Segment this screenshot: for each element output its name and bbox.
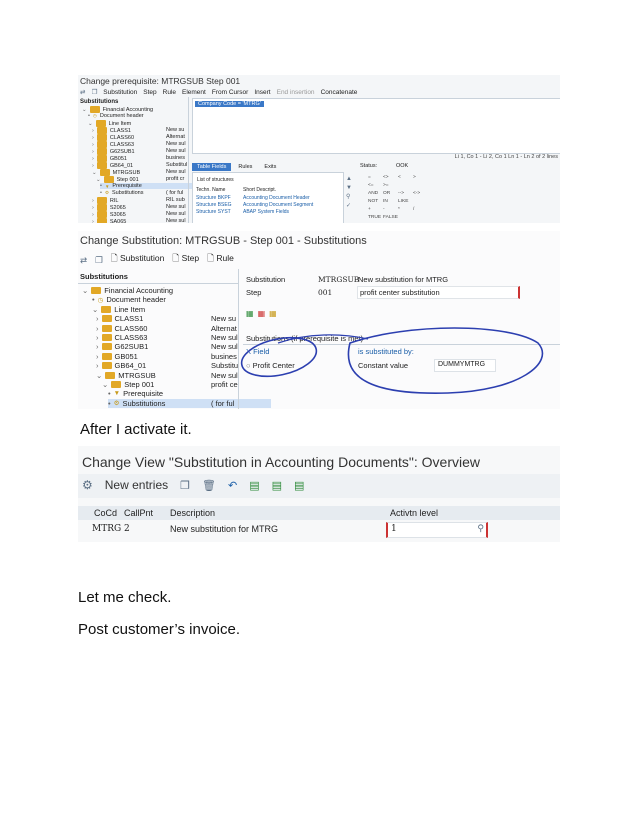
cell-callpnt: 2 (124, 524, 130, 534)
step-label: Step (246, 288, 262, 297)
cursor-position: Li 1, Co 1 - Li 2, Co 1 Ln 1 - Ln 2 of 2 lines (454, 154, 558, 160)
operator-button[interactable]: = (368, 175, 371, 180)
tree-item[interactable] (92, 155, 127, 162)
folder-icon (97, 162, 107, 169)
col-activtn-level: Activtn level (390, 508, 439, 518)
expand-caret-icon[interactable]: • (108, 389, 111, 399)
toolbar (80, 88, 357, 96)
expand-caret-icon[interactable]: • (92, 295, 95, 305)
expand-caret-icon[interactable]: ⌄ (82, 286, 89, 295)
expand-caret-icon[interactable]: › (92, 204, 94, 211)
tree-item-label: GB051 (114, 351, 138, 361)
window-title: Change Substitution: MTRGSUB - Step 001 - Substitutions (80, 235, 367, 247)
deselect-all-icon[interactable]: ▤ (294, 479, 305, 492)
expand-caret-icon[interactable]: › (96, 351, 99, 361)
tree-item-label: G62SUB1 (109, 148, 135, 155)
select-all-icon[interactable]: ▤ (249, 479, 260, 492)
tree-item-label: GB051 (109, 155, 127, 162)
expand-caret-icon[interactable]: › (92, 148, 94, 155)
tree-item-desc: Substitu (211, 361, 239, 371)
toggle-icon[interactable]: ⇄ (80, 254, 88, 265)
expand-caret-icon[interactable]: › (92, 155, 94, 162)
tabs (192, 163, 281, 171)
tree-item-label: CLASS1 (114, 314, 144, 324)
tree-item[interactable] (88, 120, 131, 127)
move-row-icon[interactable]: ▦ (269, 309, 277, 318)
substitution-desc: New substitution for MTRG (358, 275, 449, 284)
toolbar-step[interactable]: Step (143, 88, 157, 96)
cell-cocd: MTRG (92, 524, 122, 534)
operator-button[interactable]: <= (368, 183, 374, 188)
tree-item-label: CLASS60 (114, 323, 148, 333)
toolbar-concatenate[interactable]: Concatenate (320, 88, 358, 96)
operator-button[interactable]: TRUE (368, 215, 382, 220)
table-row[interactable] (78, 522, 560, 538)
expand-caret-icon[interactable]: ⌄ (92, 169, 97, 176)
tree-item-label: Document header (106, 295, 166, 305)
toolbar-substitution[interactable]: Substitution (103, 88, 138, 96)
tree-item-label: CLASS60 (109, 134, 134, 141)
tree-item-label: G62SUB1 (114, 342, 149, 352)
col-short-descript: Short Descript. (243, 187, 277, 193)
tree-header: Substitutions (80, 99, 119, 105)
expand-caret-icon[interactable]: ⌄ (102, 380, 109, 389)
undo-icon[interactable]: ↶ (227, 479, 238, 492)
expand-caret-icon[interactable]: • (108, 398, 111, 408)
expand-caret-icon[interactable]: › (92, 162, 94, 169)
operator-button[interactable]: >= (383, 183, 389, 188)
tree-item-label: Step 001 (116, 176, 139, 183)
tree-item-desc: Alternat (211, 323, 237, 333)
gear-icon: ⚙ (113, 400, 120, 408)
tree-header: Substitutions (80, 272, 128, 281)
filter-icon: ▼ (113, 390, 121, 398)
screenshot-prerequisite-editor (78, 75, 560, 223)
circle-annotation-substituted (348, 328, 542, 393)
x-icon: X (246, 347, 252, 356)
col-techn-name: Techn. Name (196, 187, 226, 193)
expand-caret-icon[interactable]: › (92, 141, 94, 148)
expand-caret-icon[interactable]: ⌄ (92, 304, 99, 314)
window-title: Change prerequisite: MTRGSUB Step 001 (80, 76, 241, 86)
section-title: Substitutions (if prerequisite is met) (246, 334, 364, 343)
copy-icon[interactable]: ❐ (95, 254, 103, 265)
tree-item[interactable] (92, 134, 134, 141)
folder-icon (97, 134, 107, 141)
expand-caret-icon[interactable]: › (92, 127, 94, 134)
toolbar-substitution-label: Substitution (119, 253, 165, 263)
expand-caret-icon[interactable]: › (96, 314, 99, 324)
cell-description: New substitution for MTRG (170, 524, 279, 534)
editor-line[interactable]: Company Code = 'MTRG' (195, 101, 264, 107)
tree-item-desc: New sul (166, 141, 186, 147)
tree-item[interactable] (92, 141, 134, 148)
document-icon: 🗋 (172, 253, 180, 263)
tree-item-label: Document header (99, 113, 144, 119)
folder-icon (97, 197, 107, 204)
toolbar-from-cursor[interactable]: From Cursor (211, 88, 249, 96)
expand-caret-icon[interactable]: › (96, 323, 99, 333)
delete-row-icon[interactable]: ▦ (257, 309, 266, 318)
col-description: Description (170, 508, 216, 518)
tree-item[interactable] (92, 169, 140, 176)
structure-desc: Accounting Document Header (243, 195, 310, 201)
folder-icon (96, 120, 106, 127)
structure-name[interactable]: Structure BSEG (196, 202, 232, 208)
operator-button[interactable]: IN (383, 199, 388, 204)
new-entries-button[interactable]: New entries (104, 478, 169, 492)
tree-item-desc: RIL sub (166, 197, 185, 203)
structure-name[interactable]: Structure BKPF (196, 195, 231, 201)
tree-item-label: Prerequisite (112, 183, 142, 189)
tree-item-desc: Alternat (166, 134, 185, 140)
tree-item[interactable] (92, 211, 126, 218)
tree-item-desc: New sul (166, 148, 186, 154)
check-icon[interactable]: ✓ (346, 203, 352, 209)
tree-item-desc: Substitul (166, 162, 188, 168)
operator-button[interactable]: - (383, 207, 385, 212)
tree-item[interactable] (92, 218, 126, 223)
tree-item-desc: New sul (211, 333, 238, 342)
folder-icon (104, 176, 114, 183)
tree-item-desc: busines (211, 351, 237, 361)
tree-item[interactable] (92, 148, 135, 155)
tree-item-label: CLASS63 (109, 141, 134, 148)
tree-item[interactable] (88, 113, 144, 119)
folder-icon (100, 169, 110, 176)
tree-item[interactable] (92, 204, 126, 211)
tree-item-label: RIL (109, 197, 119, 204)
delete-icon[interactable]: 🗑 (202, 479, 216, 492)
expand-caret-icon[interactable]: • (100, 183, 102, 189)
tree-item-desc: New sul (166, 169, 186, 175)
tab-exits[interactable]: Exits (264, 164, 277, 170)
expand-caret-icon[interactable]: › (92, 134, 94, 141)
tree-item-desc: New su (166, 127, 185, 133)
col-callpnt: CallPnt (124, 508, 154, 518)
operator-button[interactable]: + (368, 207, 371, 212)
folder-icon (90, 106, 100, 113)
field-header-label: Field (253, 347, 270, 356)
gear-icon: ⚙ (104, 190, 109, 195)
constant-value[interactable]: DUMMYMTRG (438, 361, 486, 368)
tree-item-desc: ( for ful (166, 190, 184, 196)
folder-icon (97, 204, 107, 211)
structures-panel (192, 172, 344, 223)
tree-item-label: Financial Accounting (104, 286, 174, 295)
structure-name[interactable]: Structure SYST (196, 209, 231, 215)
toggle-icon[interactable]: ⇄ (80, 89, 86, 96)
field-radio-icon: ○ (246, 361, 251, 370)
filter-icon: ▼ (104, 183, 110, 189)
expand-caret-icon[interactable]: › (92, 197, 94, 204)
tree-item[interactable] (92, 162, 133, 169)
cell-activtn-level[interactable]: 1 (391, 524, 397, 534)
substitution-label: Substitution (246, 275, 286, 284)
tree-item-label: CLASS63 (114, 333, 148, 342)
window-title: Change View "Substitution in Accounting Documents": Overview (82, 454, 481, 470)
subst-header: is substituted by: (358, 347, 414, 356)
folder-icon (97, 211, 107, 218)
tree-item[interactable] (82, 106, 153, 113)
tree-item-label: Line Item (108, 120, 132, 127)
copy-icon[interactable]: ❐ (180, 479, 190, 492)
toolbar-rule[interactable]: Rule (162, 88, 176, 96)
expand-caret-icon[interactable]: › (96, 342, 99, 352)
tree-item-label: GB64_01 (114, 361, 147, 371)
tree-item-label: CLASS1 (109, 127, 131, 134)
structures-title: List of structures (197, 177, 234, 183)
folder-icon (97, 218, 107, 223)
toolbar (82, 478, 304, 492)
status-label: Status: (360, 163, 378, 169)
toolbar-element[interactable]: Element (182, 88, 206, 96)
tree-item-label: Prerequisite (123, 389, 164, 399)
operator-button[interactable]: / (413, 207, 415, 212)
tree-item-desc: busines (166, 155, 185, 161)
operator-button[interactable]: <> (383, 175, 389, 180)
substitution-code: MTRGSUB (318, 275, 360, 284)
expand-caret-icon[interactable]: › (92, 218, 94, 223)
tree-item-label: Financial Accounting (102, 106, 154, 113)
field-value-label: Profit Center (252, 361, 295, 370)
status-value: OOK (396, 163, 409, 169)
tab-table-fields[interactable]: Table Fields (192, 163, 231, 171)
pen-annotations (78, 231, 560, 409)
expand-caret-icon[interactable]: • (88, 113, 90, 119)
folder-icon (97, 127, 107, 134)
tree-item-desc: New sul (166, 211, 186, 217)
folder-icon (97, 141, 107, 148)
tree-item-label: S2065 (109, 204, 126, 211)
tree-item-label: MTRGSUB (118, 370, 156, 380)
step-desc[interactable]: profit center substitution (360, 288, 440, 297)
display-change-icon[interactable]: ⚙ (82, 478, 93, 492)
tree-item-desc: New su (211, 314, 237, 324)
tree-item-label: Line Item (114, 304, 146, 314)
folder-icon (97, 148, 107, 155)
document-icon: 🗋 (207, 253, 214, 263)
tree-item-desc: New sul (211, 370, 238, 380)
tree-item[interactable] (100, 190, 143, 196)
tree-item-label: MTRGSUB (112, 169, 141, 176)
col-cocd: CoCd (94, 508, 118, 518)
operator-button[interactable]: LIKE (398, 199, 409, 204)
tree-item[interactable] (92, 127, 131, 134)
tree-item-label: GB64_01 (109, 162, 134, 169)
toolbar-insert[interactable]: Insert (254, 88, 271, 96)
operator-button[interactable]: --> (398, 191, 404, 196)
caption-let-me-check: Let me check. (78, 589, 172, 606)
operator-button[interactable]: AND (368, 191, 379, 196)
tree-item-desc: New sul (211, 342, 238, 352)
copy-icon[interactable]: ❐ (91, 89, 98, 96)
operator-button[interactable]: <-> (413, 191, 421, 196)
search-icon[interactable]: ⚲ (346, 194, 351, 200)
toolbar-end-insertion[interactable]: End insertion (276, 88, 315, 96)
tree-item-label: Substitutions (111, 190, 144, 196)
tree-item-desc: New sul (166, 204, 186, 210)
document-icon: 🗋 (110, 253, 118, 263)
expand-caret-icon[interactable]: • (100, 190, 102, 196)
tree-item-label: S3065 (109, 211, 126, 218)
expand-caret-icon[interactable]: ⌄ (96, 176, 101, 183)
add-row-icon[interactable]: ▦ (246, 309, 254, 318)
filter-icon[interactable]: ▼ (346, 185, 352, 191)
expand-caret-icon[interactable]: ⌄ (82, 106, 87, 113)
formula-editor[interactable] (192, 98, 560, 154)
clock-icon: ◷ (97, 296, 104, 304)
expand-caret-icon[interactable]: ⌄ (96, 370, 103, 380)
operator-button[interactable]: * (398, 207, 400, 212)
folder-icon (97, 155, 107, 162)
tree-item-desc: ( for ful (211, 398, 235, 408)
tree-item[interactable] (96, 176, 139, 183)
operator-button[interactable]: > (413, 175, 416, 180)
operator-button[interactable]: NOT (368, 199, 379, 204)
toolbar-step-label: Step (181, 253, 200, 263)
toolbar-rule-label: Rule (216, 253, 234, 263)
tree-item-desc: New sul (166, 218, 186, 223)
screenshot-view-overview (78, 446, 560, 542)
value-help-icon[interactable]: ⚲ (477, 523, 484, 533)
structure-desc: ABAP System Fields (243, 209, 290, 215)
operator-button[interactable]: FALSE (383, 215, 398, 220)
caption-after-activate: After I activate it. (80, 421, 192, 438)
tree-item-label: Step 001 (124, 380, 155, 389)
operator-button[interactable]: < (398, 175, 401, 180)
operator-button[interactable]: OR (383, 191, 391, 196)
expand-caret-icon[interactable]: › (92, 211, 94, 218)
activtn-level-field[interactable] (386, 522, 488, 538)
tree-item-desc: profit ce (211, 380, 238, 389)
scroll-arrows (346, 175, 354, 211)
tree-item[interactable] (92, 197, 118, 204)
tab-rules[interactable]: Rules (238, 164, 253, 170)
select-block-icon[interactable]: ▤ (271, 479, 282, 492)
tree-item-label: SA065 (109, 218, 127, 223)
expand-caret-icon[interactable]: › (96, 361, 99, 371)
clock-icon: ◷ (92, 113, 97, 118)
structure-desc: Accounting Document Segment (243, 202, 314, 208)
up-icon[interactable]: ▲ (346, 176, 352, 182)
screenshot-substitution-step (78, 231, 560, 409)
caption-post-invoice: Post customer’s invoice. (78, 621, 241, 638)
constant-label: Constant value (358, 361, 409, 370)
tree-item-desc: profit cr (166, 176, 185, 182)
step-code: 001 (318, 288, 333, 297)
tree-item-label: Substitutions (122, 398, 166, 408)
expand-caret-icon[interactable]: ⌄ (88, 120, 93, 127)
expand-caret-icon[interactable]: › (96, 333, 99, 342)
circle-annotation-field (238, 331, 320, 382)
